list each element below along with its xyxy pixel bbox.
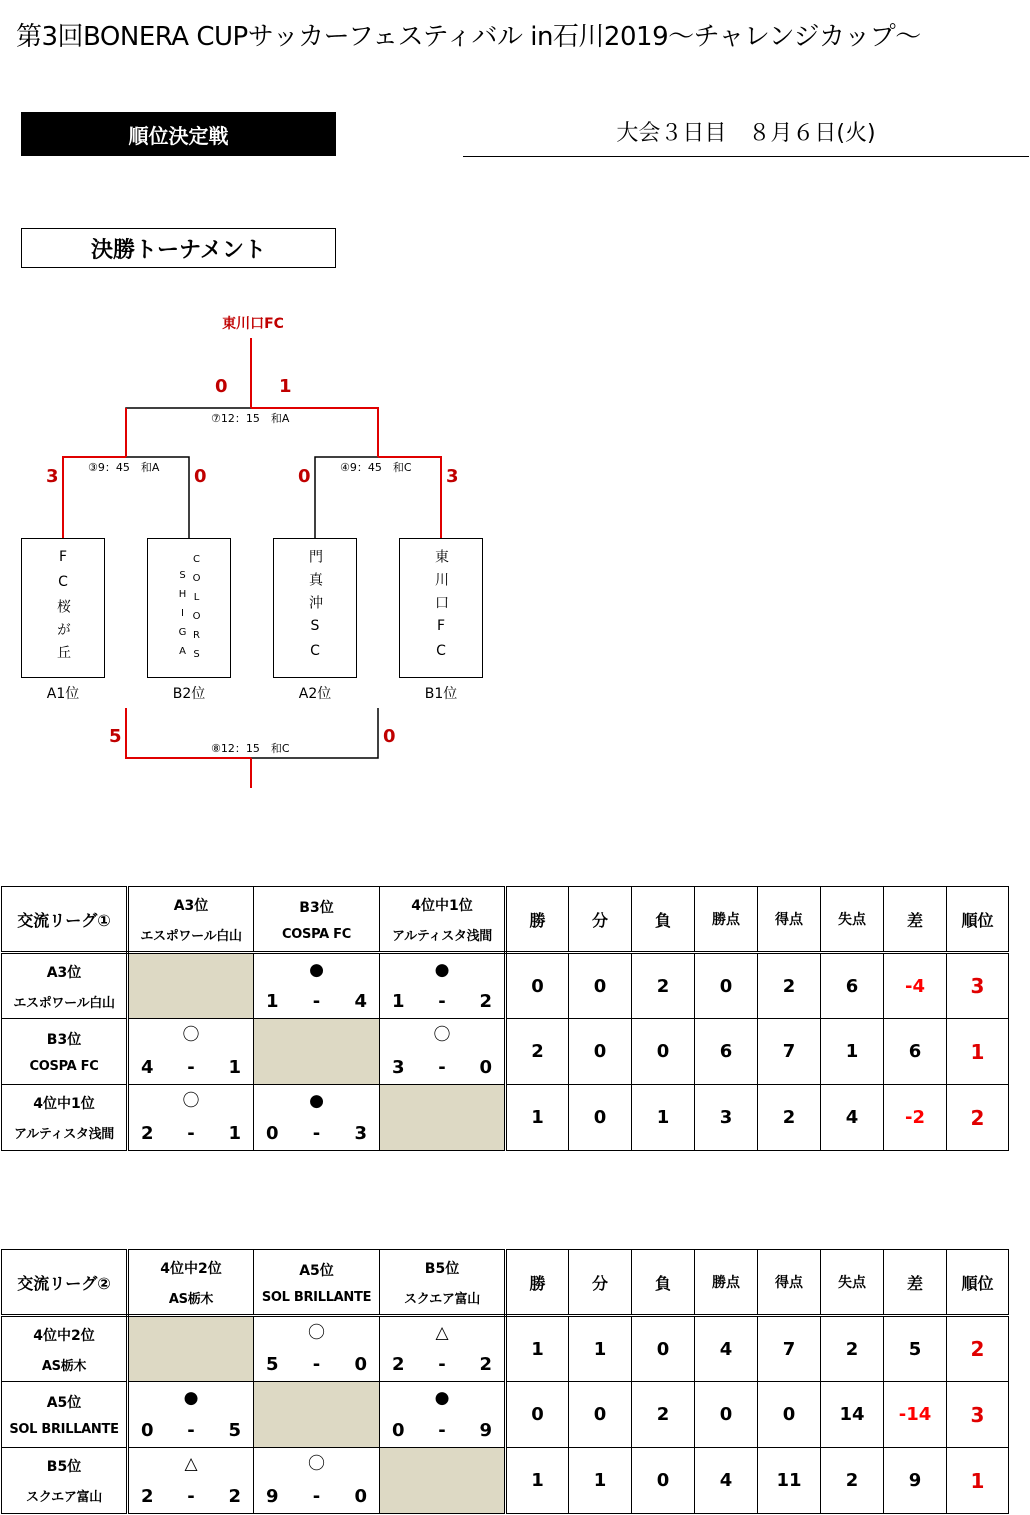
column-team: エスポワール白山	[140, 928, 242, 944]
column-team-header	[254, 1250, 380, 1316]
score-home: 4	[141, 1057, 154, 1078]
stat-goals-against: 6	[821, 953, 884, 1019]
stat-goals-for: 7	[758, 1316, 821, 1382]
score-home: 5	[266, 1354, 279, 1375]
event-date: 大会３日目 ８月６日(火)	[616, 121, 876, 146]
column-team: COSPA FC	[282, 926, 351, 942]
team-name: FC桜が丘	[55, 548, 71, 668]
match-score	[392, 1421, 492, 1441]
result-mark: ●	[183, 1388, 199, 1408]
score-away: 0	[479, 1057, 492, 1078]
score-home: 9	[266, 1486, 279, 1507]
match-result-cell	[254, 953, 380, 1019]
score-dash: -	[438, 1057, 446, 1078]
row-seed: A3位	[46, 964, 82, 981]
table-header-row	[2, 887, 1009, 953]
third-match-label: ⑧12：15 和C	[211, 742, 290, 755]
result-mark: ●	[434, 1388, 450, 1408]
score-away: 4	[354, 991, 367, 1012]
stat-wins: 0	[506, 953, 569, 1019]
score-dash: -	[187, 1420, 195, 1441]
row-seed: A5位	[46, 1395, 82, 1411]
column-team-header	[254, 887, 380, 953]
table-row	[2, 1448, 1009, 1514]
final-score-left: 0	[215, 376, 228, 397]
score-dash: -	[187, 1486, 195, 1507]
stat-points: 0	[695, 953, 758, 1019]
semi2-score-right: 3	[446, 466, 459, 487]
stat-draws: 1	[569, 1448, 632, 1514]
stat-draws: 0	[569, 1085, 632, 1151]
result-mark: 〇	[308, 1454, 325, 1474]
league-name: 交流リーグ②	[2, 1250, 128, 1316]
third-score-left: 5	[109, 726, 122, 747]
stat-header-losses: 負	[632, 887, 695, 953]
stat-points: 6	[695, 1019, 758, 1085]
row-team: エスポワール白山	[13, 995, 115, 1011]
match-score	[141, 1487, 241, 1507]
stat-goals-for: 7	[758, 1019, 821, 1085]
column-seed: 4位中1位	[411, 897, 473, 914]
column-seed: B3位	[299, 899, 334, 916]
stat-losses: 0	[632, 1316, 695, 1382]
score-home: 3	[392, 1057, 405, 1078]
stat-rank: 2	[947, 1085, 1009, 1151]
result-mark: △	[435, 1323, 449, 1343]
score-away: 0	[354, 1354, 367, 1375]
score-home: 2	[141, 1123, 154, 1144]
team-box-b1	[399, 538, 483, 678]
result-mark: 〇	[308, 1323, 325, 1343]
semi2-match-label: ④9：45 和C	[340, 461, 412, 474]
seed-label: A2位	[298, 686, 332, 702]
stat-losses: 2	[632, 953, 695, 1019]
match-score	[266, 1487, 367, 1507]
stat-header-points: 勝点	[695, 887, 758, 953]
section-heading: 順位決定戦	[21, 112, 336, 156]
score-away: 1	[228, 1057, 241, 1078]
match-score	[392, 1058, 492, 1078]
stat-header-losses: 負	[632, 1250, 695, 1316]
column-seed: A5位	[299, 1262, 334, 1279]
match-result-cell	[128, 1085, 254, 1151]
stat-rank: 1	[947, 1448, 1009, 1514]
match-result-cell	[128, 1019, 254, 1085]
table-row	[2, 953, 1009, 1019]
team-box-b2	[147, 538, 231, 678]
stat-header-points: 勝点	[695, 1250, 758, 1316]
row-team: SOL BRILLANTE	[9, 1422, 119, 1437]
match-score	[141, 1124, 241, 1144]
score-dash: -	[312, 1123, 321, 1144]
stat-rank: 3	[947, 953, 1009, 1019]
stat-wins: 2	[506, 1019, 569, 1085]
match-score	[392, 1355, 492, 1375]
result-mark: 〇	[182, 1025, 200, 1045]
score-away: 1	[228, 1123, 241, 1144]
stat-goals-for: 2	[758, 1085, 821, 1151]
row-team: COSPA FC	[29, 1059, 99, 1074]
stat-points: 4	[695, 1316, 758, 1382]
stat-draws: 1	[569, 1316, 632, 1382]
match-result-cell	[380, 1316, 506, 1382]
semi2-score-left: 0	[298, 466, 311, 487]
row-team-header	[2, 953, 128, 1019]
semi1-score-right: 0	[194, 466, 207, 487]
stat-goals-against: 14	[821, 1382, 884, 1448]
table-row	[2, 1019, 1009, 1085]
row-team: AS栃木	[41, 1358, 87, 1374]
stat-header-draws: 分	[569, 1250, 632, 1316]
stat-rank: 2	[947, 1316, 1009, 1382]
match-result-cell	[254, 1448, 380, 1514]
match-result-cell	[380, 1019, 506, 1085]
score-away: 3	[354, 1123, 367, 1144]
stat-goals-for: 11	[758, 1448, 821, 1514]
stat-points: 0	[695, 1382, 758, 1448]
page-title: 第3回BONERA CUPサッカーフェスティバル in石川2019～チャレンジカップ～	[16, 22, 921, 52]
score-dash: -	[438, 991, 446, 1012]
score-dash: -	[312, 991, 321, 1012]
match-result-cell	[380, 953, 506, 1019]
score-home: 0	[266, 1123, 279, 1144]
column-seed: 4位中2位	[160, 1260, 222, 1277]
column-team: AS栃木	[168, 1291, 214, 1307]
stat-header-rank: 順位	[947, 1250, 1009, 1316]
league-table-2	[1, 1249, 1009, 1514]
stat-header-wins: 勝	[506, 887, 569, 953]
stat-draws: 0	[569, 953, 632, 1019]
league-name: 交流リーグ①	[2, 887, 128, 953]
score-away: 5	[228, 1420, 241, 1441]
stat-losses: 0	[632, 1448, 695, 1514]
score-dash: -	[312, 1486, 321, 1507]
stat-losses: 1	[632, 1085, 695, 1151]
final-score-right: 1	[279, 376, 292, 397]
row-team: スクエア富山	[26, 1490, 102, 1505]
row-team-header	[2, 1316, 128, 1382]
team-name: 門真沖SC	[307, 548, 323, 668]
final-match-label: ⑦12：15 和A	[211, 412, 290, 425]
semi1-match-label: ③9：45 和A	[88, 461, 160, 474]
seed-label: A1位	[46, 686, 80, 702]
score-away: 2	[479, 1354, 492, 1375]
result-mark: ●	[309, 960, 324, 980]
stat-goals-against: 4	[821, 1085, 884, 1151]
row-seed: 4位中1位	[33, 1096, 95, 1112]
table-row	[2, 1316, 1009, 1382]
column-team-header	[380, 1250, 506, 1316]
match-score	[266, 1124, 367, 1144]
bracket-lines	[0, 0, 520, 800]
result-mark: 〇	[182, 1091, 200, 1111]
match-score	[392, 992, 492, 1012]
stat-goal-diff: 9	[884, 1448, 947, 1514]
team-name-col-1: COLORS	[191, 554, 202, 668]
match-result-cell	[128, 1382, 254, 1448]
column-team-header	[128, 887, 254, 953]
league-table-1	[1, 886, 1009, 1151]
stat-goals-against: 1	[821, 1019, 884, 1085]
score-dash: -	[438, 1354, 446, 1375]
stat-header-goals-for: 得点	[758, 1250, 821, 1316]
stat-points: 3	[695, 1085, 758, 1151]
row-seed: 4位中2位	[33, 1327, 95, 1344]
stat-goals-against: 2	[821, 1448, 884, 1514]
self-match-cell	[380, 1448, 506, 1514]
result-mark: ●	[434, 960, 450, 980]
table-header-row	[2, 1250, 1009, 1316]
score-dash: -	[187, 1123, 195, 1144]
team-name-col-2: SHIGA	[177, 570, 188, 665]
stat-losses: 2	[632, 1382, 695, 1448]
score-away: 2	[479, 991, 492, 1012]
stat-rank: 1	[947, 1019, 1009, 1085]
match-score	[141, 1058, 241, 1078]
stat-header-draws: 分	[569, 887, 632, 953]
score-dash: -	[187, 1057, 195, 1078]
score-home: 1	[266, 991, 279, 1012]
row-seed: B5位	[46, 1459, 82, 1475]
result-mark: 〇	[433, 1025, 451, 1045]
seed-label: B1位	[424, 686, 458, 702]
date-underline	[463, 156, 1029, 157]
stat-wins: 0	[506, 1382, 569, 1448]
champion-label: 東川口FC	[222, 316, 284, 332]
tournament-heading: 決勝トーナメント	[21, 228, 336, 268]
match-score	[266, 992, 367, 1012]
stat-wins: 1	[506, 1085, 569, 1151]
stat-header-goals-against: 失点	[821, 887, 884, 953]
stat-points: 4	[695, 1448, 758, 1514]
score-home: 2	[141, 1486, 154, 1507]
row-team: アルティスタ浅間	[13, 1127, 115, 1142]
self-match-cell	[254, 1382, 380, 1448]
match-score	[141, 1421, 241, 1441]
self-match-cell	[254, 1019, 380, 1085]
result-mark: ●	[309, 1091, 324, 1111]
score-home: 0	[141, 1420, 154, 1441]
stat-goals-against: 2	[821, 1316, 884, 1382]
row-seed: B3位	[46, 1032, 82, 1048]
score-away: 0	[354, 1486, 367, 1507]
stat-header-goal-diff: 差	[884, 1250, 947, 1316]
self-match-cell	[128, 953, 254, 1019]
stat-draws: 0	[569, 1382, 632, 1448]
table-row	[2, 1382, 1009, 1448]
stat-rank: 3	[947, 1382, 1009, 1448]
score-home: 1	[392, 991, 405, 1012]
seed-label: B2位	[172, 686, 206, 702]
stat-goal-diff: -14	[884, 1382, 947, 1448]
stat-goal-diff: -2	[884, 1085, 947, 1151]
match-result-cell	[254, 1085, 380, 1151]
stat-goal-diff: 6	[884, 1019, 947, 1085]
match-result-cell	[254, 1316, 380, 1382]
column-seed: A3位	[173, 897, 209, 914]
stat-wins: 1	[506, 1448, 569, 1514]
score-away: 9	[479, 1420, 492, 1441]
column-seed: B5位	[424, 1260, 460, 1277]
match-score	[266, 1355, 367, 1375]
match-result-cell	[128, 1448, 254, 1514]
team-name: 東川口FC	[433, 548, 449, 668]
column-team: アルティスタ浅間	[391, 928, 493, 944]
self-match-cell	[128, 1316, 254, 1382]
stat-header-wins: 勝	[506, 1250, 569, 1316]
third-score-right: 0	[383, 726, 396, 747]
team-box-a2	[273, 538, 357, 678]
score-home: 0	[392, 1420, 405, 1441]
self-match-cell	[380, 1085, 506, 1151]
row-team-header	[2, 1448, 128, 1514]
row-team-header	[2, 1019, 128, 1085]
stat-goals-for: 2	[758, 953, 821, 1019]
stat-goal-diff: 5	[884, 1316, 947, 1382]
stat-losses: 0	[632, 1019, 695, 1085]
stat-wins: 1	[506, 1316, 569, 1382]
score-away: 2	[228, 1486, 241, 1507]
stat-header-rank: 順位	[947, 887, 1009, 953]
score-dash: -	[312, 1354, 321, 1375]
column-team: スクエア富山	[404, 1291, 480, 1307]
column-team: SOL BRILLANTE	[261, 1289, 372, 1305]
score-dash: -	[438, 1420, 446, 1441]
stat-header-goal-diff: 差	[884, 887, 947, 953]
semi1-score-left: 3	[46, 466, 59, 487]
column-team-header	[128, 1250, 254, 1316]
stat-header-goals-against: 失点	[821, 1250, 884, 1316]
team-box-a1	[21, 538, 105, 678]
score-home: 2	[392, 1354, 405, 1375]
row-team-header	[2, 1382, 128, 1448]
stat-draws: 0	[569, 1019, 632, 1085]
stat-goals-for: 0	[758, 1382, 821, 1448]
stat-goal-diff: -4	[884, 953, 947, 1019]
stat-header-goals-for: 得点	[758, 887, 821, 953]
column-team-header	[380, 887, 506, 953]
result-mark: △	[184, 1454, 198, 1474]
row-team-header	[2, 1085, 128, 1151]
table-row	[2, 1085, 1009, 1151]
match-result-cell	[380, 1382, 506, 1448]
